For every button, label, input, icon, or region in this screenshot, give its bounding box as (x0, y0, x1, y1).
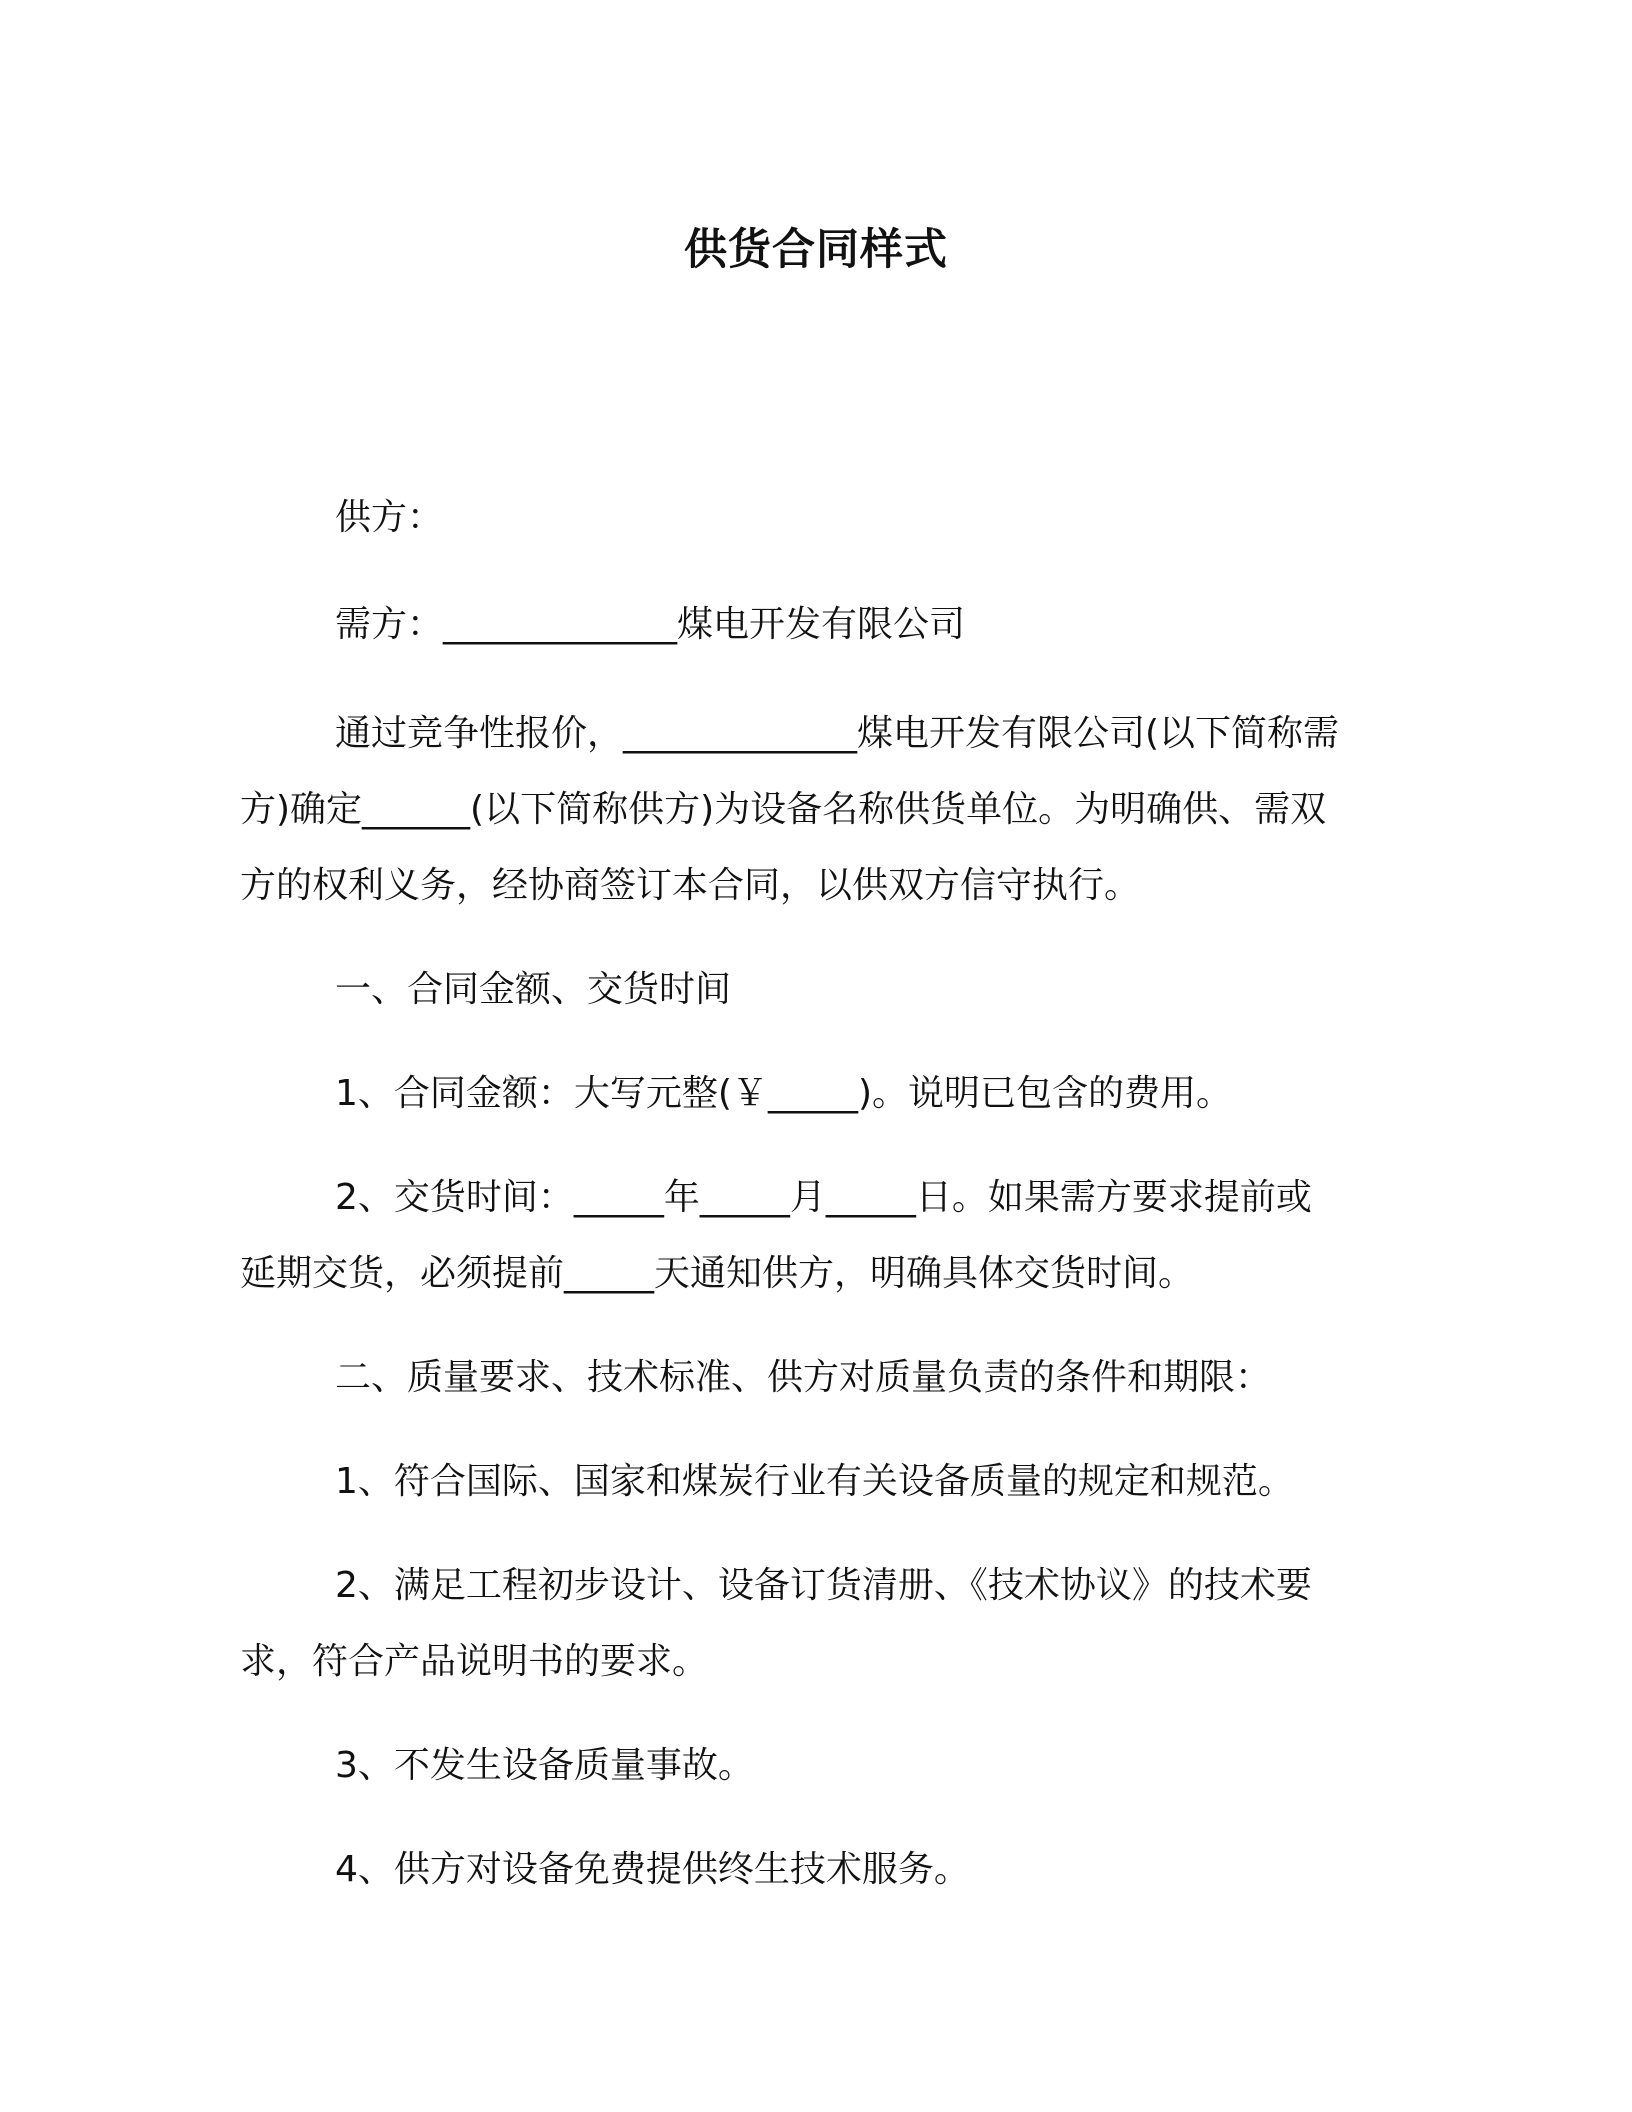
section-2-heading: 二、质量要求、技术标准、供方对质量负责的条件和期限： (335, 1357, 1272, 1398)
clause-2-2-line-2: 求，符合产品说明书的要求。 (240, 1641, 709, 1682)
clause-1-2-line-2: 延期交货，必须提前_____天通知供方，明确具体交货时间。 (240, 1253, 1195, 1294)
section-1-heading: 一、合同金额、交货时间 (335, 969, 732, 1010)
intro-line-3: 方的权利义务，经协商签订本合同，以供双方信守执行。 (240, 865, 1141, 906)
clause-2-3: 3、不发生设备质量事故。 (335, 1745, 754, 1786)
clause-2-4: 4、供方对设备免费提供终生技术服务。 (335, 1849, 970, 1890)
clause-1-2-line-1: 2、交货时间：_____年_____月_____日。如果需方要求提前或 (335, 1177, 1312, 1218)
document-title: 供货合同样式 (684, 225, 948, 275)
clause-1-1: 1、合同金额：大写元整(￥_____)。说明已包含的费用。 (335, 1073, 1232, 1114)
intro-line-2: 方)确定______(以下简称供方)为设备名称供货单位。为明确供、需双 (240, 789, 1327, 830)
buyer-line: 需方：_____________煤电开发有限公司 (335, 604, 966, 645)
clause-2-1: 1、符合国际、国家和煤炭行业有关设备质量的规定和规范。 (335, 1461, 1294, 1502)
supplier-line: 供方： (335, 497, 444, 538)
clause-2-2-line-1: 2、满足工程初步设计、设备订货清册、《技术协议》的技术要 (335, 1565, 1312, 1606)
intro-line-1: 通过竞争性报价，_____________煤电开发有限公司(以下简称需 (335, 713, 1340, 754)
